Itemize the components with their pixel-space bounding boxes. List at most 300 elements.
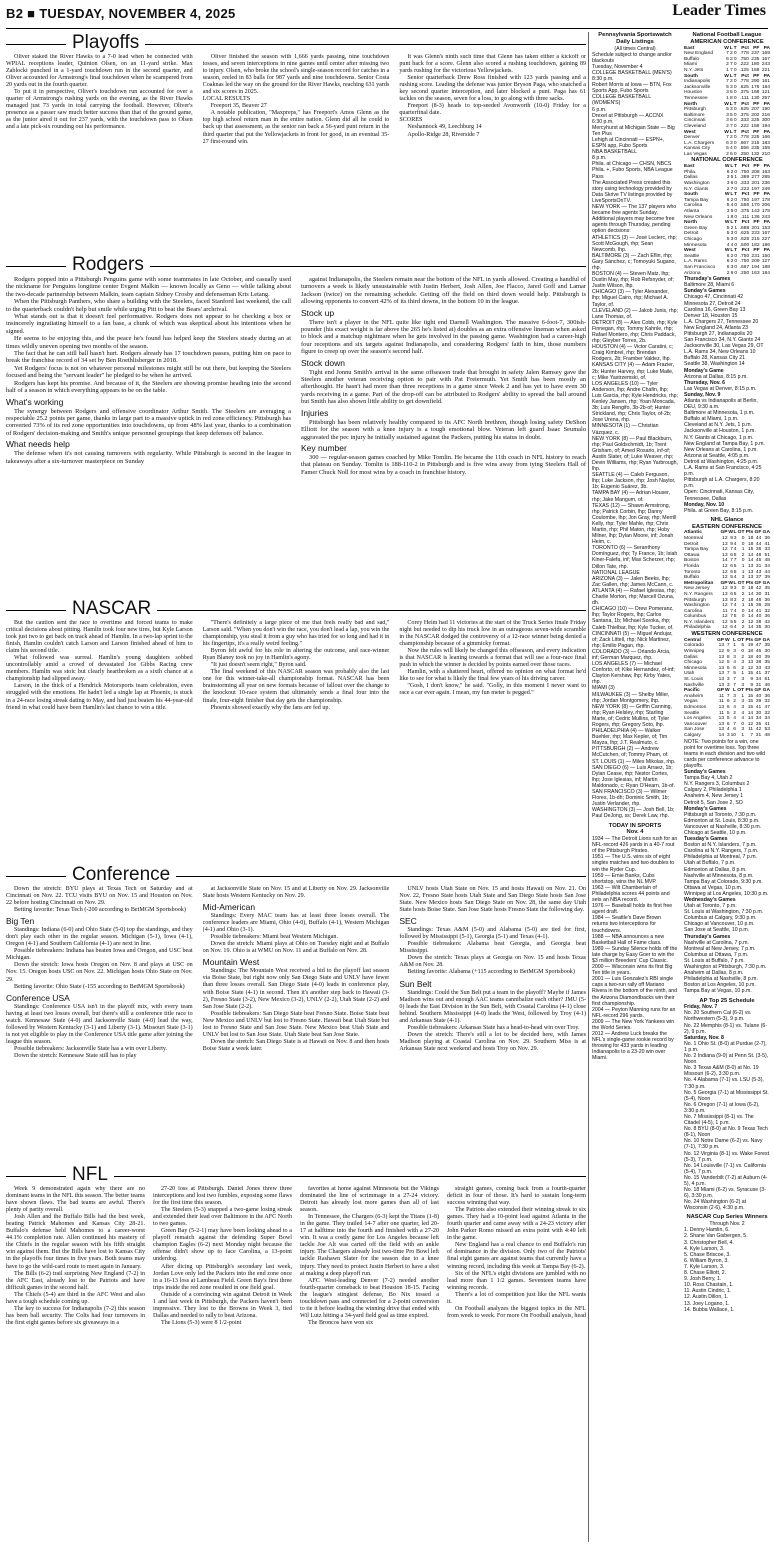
table-cell: 257: [761, 95, 770, 101]
schedule-heading: Thursday, Nov. 6: [684, 379, 726, 386]
conference-section: [6, 864, 586, 1160]
paragraph: Green Bay (5-2-1) may have been looking ahead to a playoff rematch against the defending Super Bowl champion Eagles (6-2) next Monday night because the offense didn't show up to face Carolina, a 13-point underdog.: [153, 1228, 292, 1263]
table-cell: 0: [734, 169, 738, 175]
table-cell: 4: [741, 710, 745, 716]
table-cell: 2: [741, 597, 745, 603]
schedule-line: San Jose at Seattle, 10 p.m.: [684, 927, 750, 934]
table-cell: 51: [764, 677, 770, 683]
table-cell: 0: [733, 146, 737, 152]
listing-line: 6:30 p.m.: [592, 118, 614, 125]
table-cell: N.Y. Jets: [684, 67, 704, 73]
schedule-line: New England 24, Atlanta 23: [684, 324, 749, 331]
table-cell: 168: [751, 90, 760, 96]
paragraph: straight games, coming back from a fourth-quarter deficit in four of those. It's hard to sustain long-term success winning that way.: [447, 1186, 586, 1207]
table-cell: 7: [733, 682, 737, 688]
table-cell: 40: [755, 693, 762, 699]
table-cell: .222: [739, 123, 749, 129]
paragraph: favorites at home against Minnesota but the Vikings dominated the line of scrimmage in a 27-24 victory. Detroit has already lost more games than all of last season.: [300, 1186, 439, 1214]
table-cell: 121: [761, 90, 770, 96]
table-cell: 15: [747, 671, 754, 677]
schedule-line: Utah at Toronto, 7 p.m.: [684, 903, 737, 910]
table-cell: 9: [730, 535, 733, 541]
table-cell: .688: [739, 225, 750, 231]
paragraph: "Gosh, I don't know," he said. "Golly, in this moment I never want to race a car ever again. I mean, my fun meter is pegged.": [399, 683, 586, 697]
paragraph: The Broncos have won six: [308, 1319, 373, 1326]
table-cell: 9: [726, 649, 730, 655]
column-header: W: [724, 101, 729, 107]
column-header: PA: [763, 73, 770, 79]
listing-line: ST. LOUIS (1) — Miles Mikolas, rhp.: [592, 758, 676, 765]
listing-line: ATLANTA (4) — Rafael Iglesias, rhp; Charlie Morton, rhp; Marcell Ozuna, dh.: [592, 587, 676, 607]
ap-title: AP Top 25 Schedule: [699, 997, 755, 1004]
table-cell: 159: [761, 146, 770, 152]
column-header: PA: [763, 45, 770, 51]
page-header: [6, 4, 768, 29]
table-cell: 15: [747, 603, 754, 609]
table-row: [684, 107, 770, 113]
schedule-line: Jacksonville 30, Las Vegas 29, OT: [684, 343, 764, 350]
table-cell: 13: [718, 671, 725, 677]
subhead: Sun Belt: [399, 978, 432, 989]
table-row: [684, 705, 770, 711]
table-cell: 130: [751, 95, 760, 101]
table-cell: 5: [726, 203, 730, 209]
column-header: W: [724, 164, 730, 170]
playoffs-section: [6, 32, 586, 250]
schedule-line: Nashville at Minnesota, 8 p.m.: [684, 872, 754, 879]
table-cell: 168: [751, 67, 760, 73]
table-cell: 10: [730, 732, 737, 738]
paragraph: Hamlin, with a shattered heart, offered no opinion on what format he'd like to see for what is likely the final few years of his driving career.: [399, 669, 586, 683]
table-cell: 5: [726, 716, 730, 722]
listing-line: SAN DIEGO (6) — Luis Arraez, 1b; Dylan Cease, rhp; Nestor Cortes, lhp; Jose Iglesias, inf; Martin Maldonado, c; Ryan O'Hearn, 1b-of.: [592, 764, 675, 789]
listing-line: CINCINNATI (5) — Miguel Andujar, of; Zack Littell, rhp; Nick Martinez, rhp; Emilio Pagan, rhp.: [592, 630, 673, 649]
table-row: [684, 649, 770, 655]
table-cell: 1: [741, 671, 745, 677]
table-cell: Washington: [684, 181, 710, 187]
column-header: T: [734, 220, 738, 226]
table-cell: Chicago: [684, 660, 702, 666]
column-header: GP: [720, 580, 728, 586]
schedule-line: Pittsburgh at Toronto, 7:30 p.m.: [684, 811, 757, 818]
schedule-line: Edmonton at St. Louis, 8:30 p.m.: [684, 817, 760, 824]
table-cell: 35: [755, 547, 762, 553]
table-cell: 12: [747, 721, 754, 727]
article-column: [447, 1186, 586, 1327]
table-cell: Ottawa: [684, 552, 700, 558]
paragraph: "It just doesn't seem right," Byron said.: [210, 662, 307, 669]
table-cell: 12: [722, 586, 728, 592]
table-cell: 0: [733, 118, 737, 124]
paragraph: Down the stretch: San Diego State is at Hawaii on Nov. 8 and then hosts Boise State a week later.: [202, 1038, 390, 1052]
table-cell: 6: [730, 270, 734, 276]
table-row: [684, 536, 770, 542]
table-cell: 32: [764, 699, 770, 705]
table-cell: 5: [726, 146, 729, 152]
table-cell: .111: [740, 95, 749, 101]
subhead: Conference USA: [6, 992, 70, 1003]
table-cell: 5: [730, 575, 733, 581]
paragraph: On Football analyzes the biggest topics in the NFL from week to week. For more On Football analysis, head: [447, 1305, 586, 1319]
paragraph: Standings: Conference USA isn't in the playoff mix, with every team having at least two losses overall, but there's still a conference title race to watch. Kennesaw State (4-0) and Jacksonville State (4-0) lead the way, followed by Western Kentucky (3-1) and Liberty (3-1). Missouri State (3-1) is not yet eligible to play in the Conference USA title game after joining the league this season.: [6, 1003, 193, 1045]
listing-line: NEW YORK (8) — Paul Blackburn, rhp; Paul Goldschmidt, 1b; Trent Grisham, of; Amed Rosario, inf-of; Austin Slater, of; Luke Weaver, rhp; Devin Williams, rhp; Ryan Yarbrough, lhp.: [592, 435, 678, 473]
listing-line: HOUSTON (4) — Victor Caratini, c; Craig Kimbrel, rhp; Brendan Rodgers, 2b; Framber Valdez, lhp.: [592, 344, 674, 363]
table-cell: 14: [747, 625, 754, 631]
listings-subtitle: Daily Listings: [616, 38, 654, 45]
column-header: W: [724, 637, 730, 643]
table-cell: 12: [722, 614, 728, 620]
table-cell: 12: [718, 649, 725, 655]
table-cell: 40: [755, 654, 762, 660]
table-cell: 13: [718, 705, 725, 710]
table-cell: 3: [733, 586, 737, 592]
column-header: GA: [762, 688, 770, 694]
column-header: OT: [737, 637, 745, 643]
paragraph: "There's definitely a large piece of me that feels really bad and sad," Larson said. "When you don't win the race, you don't lead a lap, you win the championship, you steal it from a guy who has tried for so long and had it in his fingertips, it's a really weird feeling.": [202, 620, 390, 648]
column-header: L: [733, 688, 737, 694]
agate-column: [684, 32, 770, 1544]
paragraph: Standings: The Mountain West received a bid to the playoff last season via Boise State, but right now only San Diego State and UNLV have fewer than three losses overall. San Diego State (4-0) leads in conference play, with Boise State (4-1) in second. Then it's another step back to Hawaii (3-2), Fresno State (3-2), New Mexico (3-2), UNLV (2-2), Utah State (2-2) and San Jose State (2-2).: [202, 968, 390, 1010]
table-cell: 7: [726, 79, 729, 85]
table-cell: Indianapolis: [684, 79, 711, 85]
listing-line: LOS ANGELES (10) — Tyler Anderson, lhp; Andre Chafin, lhp; Luis Garcia, rhp; Kyle Hendricks, rhp; Kenley Jansen, rhp; Yoan Moncada, 3b; Luis Rengifo, 3b-2b-of; Hunter Strickland, rhp; Chris Taylor, of-2b; Jose Urena, rhp.: [592, 380, 678, 424]
table-cell: 47: [764, 705, 770, 710]
article-column: [203, 886, 390, 1060]
table-cell: 5: [733, 563, 737, 569]
table-cell: 36: [764, 693, 770, 699]
column-header: GF: [754, 580, 762, 586]
table-cell: Seattle: [684, 710, 700, 716]
table-row: [684, 79, 770, 85]
paragraph: 300 — regular-season games coached by Mike Tomlin. He became the 11th coach in NFL history to reach that plateau on Sunday. Tomlin is 188-110-2 in Pittsburgh and is five wins away from tying Steelers Hall of Famer Chuck Noll for most wins by a coach in franchise history.: [301, 453, 586, 476]
table-cell: 35: [764, 660, 770, 666]
table-cell: 36: [764, 614, 770, 620]
table-cell: 11: [748, 727, 754, 733]
column-header: W: [724, 688, 730, 694]
paragraph: But the caution sent the race to overtime and forced teams to make critical decisions about pitting. Hamlin took four new tires, but Kyle Larson took just two to get back on track ahead of Hamlin. In a two-lap sprint to the finish, Hamlin couldn't catch Larson and Larson finished ahead of him to claim his second title.: [6, 620, 193, 655]
cup-winner: 7. Kyle Larson, 3.: [684, 1263, 725, 1270]
table-cell: 1: [734, 225, 738, 231]
table-cell: 5: [730, 112, 733, 118]
table-cell: 18: [747, 535, 754, 541]
schedule-line: Chicago 47, Cincinnati 42: [684, 294, 744, 301]
table-cell: 42: [755, 727, 762, 733]
table-cell: 13: [718, 727, 725, 733]
table-cell: 5: [733, 569, 737, 575]
cup-winners: [684, 1227, 770, 1312]
table-cell: 209: [751, 259, 760, 265]
history-item: 1984 — Seattle's Dave Brown returns two interceptions for touchdowns.: [592, 915, 662, 934]
listing-line: Lehigh at Cincinnati — ESPN+, ESPN app, Fubo Sports: [592, 137, 665, 150]
table-cell: 3: [726, 175, 730, 181]
schedule-line: Jacksonville at Houston, 1 p.m.: [684, 428, 756, 435]
table-cell: 0: [733, 140, 737, 146]
column-header: W: [724, 192, 730, 198]
listing-line: DETROIT (8) — Alex Cobb, rhp; Kyle Finnegan, rhp; Tommy Kahnle, rhp; Rafael Montero, rhp; Chris Paddack, rhp; Gleyber Torres, 2b.: [592, 319, 678, 345]
table-cell: 2: [730, 56, 733, 62]
table-cell: 42: [755, 586, 762, 592]
table-cell: 3: [730, 236, 734, 242]
table-cell: 136: [751, 214, 760, 220]
table-cell: 18: [747, 597, 754, 603]
table-cell: 44: [755, 535, 762, 541]
listing-line: Tuesday, November 4: [592, 63, 643, 70]
table-cell: .750: [739, 253, 750, 259]
table-cell: Cleveland: [684, 123, 706, 129]
table-cell: 14: [718, 732, 725, 738]
table-cell: 4: [726, 242, 730, 248]
subhead: SCORES: [399, 117, 423, 124]
column-header: PA: [763, 101, 770, 107]
paragraph: Phoenix showed exactly why the fans are fed up.: [210, 704, 330, 711]
subhead: Stock up: [301, 307, 335, 318]
history-item: 1959 — Ernie Banks, Cubs shortstop, wins the NL MVP.: [592, 872, 657, 885]
table-cell: 42: [764, 619, 770, 625]
table-cell: Miami: [684, 62, 698, 68]
paragraph: AFC West-leading Denver (7-2) needed another fourth-quarter comeback to beat Houston 18-15. Facing the league's stingiest defense, Bo Nix tossed a touchdown pass and connected for a 2-point conversion to tie it before leading the winning drive that ended with Wil Lutz hitting a 34-yard field goal as time expired.: [300, 1277, 439, 1319]
column-header: North: [684, 220, 698, 226]
table-cell: 0: [734, 253, 738, 259]
table-cell: 43: [764, 665, 770, 671]
table-cell: Buffalo: [684, 575, 700, 581]
table-cell: 2: [726, 123, 729, 129]
table-cell: 30: [764, 649, 770, 655]
table-cell: 0: [741, 608, 745, 614]
schedule-line: No. 5 Georgia (7-1) at Mississippi St. (5-4), Noon: [684, 1089, 769, 1102]
listing-line: Robert Morris at Iowa — BTN, Fox Sports App, Fubo Sports: [592, 82, 672, 95]
table-cell: New England: [684, 51, 714, 57]
subhead: What needs help: [6, 439, 70, 450]
table-cell: Colorado: [684, 643, 704, 649]
table-cell: 5: [730, 90, 733, 96]
paragraph: Outside of a convincing win against Detroit in Week 1 and last week in Pittsburgh, the Packers haven't been impressive. They lost to the Browns in Week 3, tied Dallas and needed to rally to beat Arizona.: [153, 1291, 292, 1319]
table-cell: 0: [734, 197, 738, 203]
paragraph: Week 9 demonstrated again why there are no dominant teams in the NFL this season. The better teams have shown flaws. The bad teams are awful. There's plenty of parity overall.: [6, 1186, 145, 1214]
table-cell: 215: [751, 236, 760, 242]
table-row: [684, 237, 770, 243]
article-column: [6, 1186, 145, 1327]
table-cell: 1: [741, 547, 745, 553]
paragraph: Freeport (8-3) heads to top-seeded Avonworth (10-0) Friday for a quarterfinal date.: [399, 103, 586, 117]
table-cell: 18: [747, 649, 754, 655]
article-column: [203, 54, 390, 146]
schedule-line: Montreal at New Jersey, 7 p.m.: [684, 945, 756, 952]
table-cell: Jacksonville: [684, 84, 711, 90]
table-row: [684, 96, 770, 102]
schedule-line: No. 1 Ohio St. (8-0) at Purdue (2-7), 1 p.m.: [684, 1040, 767, 1053]
table-cell: 5: [726, 225, 730, 231]
table-cell: 6: [730, 569, 733, 575]
column-header: Pct: [741, 192, 750, 198]
table-row: [684, 68, 770, 74]
cup-winner: 2. Shane Van Gisbergen, 5.: [684, 1233, 748, 1240]
table-cell: 30: [755, 591, 762, 597]
table-cell: Nashville: [684, 682, 704, 688]
table-cell: 207: [751, 107, 760, 113]
history-item: 1976 — Baseball holds its first free agent draft.: [592, 903, 673, 916]
table-cell: N.Y. Rangers: [684, 591, 713, 597]
paragraph: The Chiefs (5-4) are third in the AFC West and also have a tough schedule coming up.: [6, 1291, 145, 1305]
table-cell: 33: [755, 665, 762, 671]
table-cell: 18: [747, 654, 754, 660]
table-cell: 190: [761, 107, 770, 113]
table-cell: 4: [733, 608, 737, 614]
table-cell: 11: [722, 608, 728, 614]
listing-line: 8:30 p.m.: [592, 76, 614, 83]
table-cell: 231: [751, 253, 760, 259]
listing-line: NEW YORK (8) — Griffin Canning, rhp; Ryan Helsley, rhp; Starling Marte, of; Cedric Mullins, of; Tyler Rogers, rhp; Gregory Soto, lhp.: [592, 703, 672, 728]
table-cell: 15: [747, 699, 754, 705]
paragraph: Oliver staked the River Hawks to a 7-0 lead when he connected with WPIAL receptions leader, Quinton Olsen, on an 11-yard strike. Max Zablocki punched in a 1-yard touchdown run in the second quarter, and Oliver accounted for Armstrong's final touchdown when he scampered from 20 yards out in the fourth quarter.: [6, 54, 193, 89]
column-header: PF: [753, 164, 760, 170]
schedule-heading: Wednesday's Games: [684, 897, 736, 903]
table-cell: 158: [751, 123, 760, 129]
table-cell: 1: [726, 214, 730, 220]
agate-sidebar: [592, 32, 770, 1544]
table-cell: .750: [739, 56, 749, 62]
table-cell: 4: [730, 203, 734, 209]
table-cell: 35: [764, 586, 770, 592]
table-cell: 0: [733, 62, 737, 68]
table-cell: 0: [734, 259, 738, 265]
table-row: [684, 135, 770, 141]
table-cell: 19: [747, 643, 754, 649]
column-header: GF: [754, 688, 762, 694]
column-header: T: [733, 73, 737, 79]
schedule-heading: Monday, Nov. 10: [684, 501, 725, 508]
table-cell: 7: [730, 603, 733, 609]
column-header: W: [728, 580, 733, 586]
table-cell: 13: [722, 552, 728, 558]
history-item: 2001 — Luis Gonzalez's RBI single caps a two-run rally off Mariano Rivera in the bottom of the ninth, and the Arizona Diamondbacks win their first championship.: [592, 976, 678, 1007]
column-header: W: [724, 45, 729, 51]
schedule-line: Baltimore 28, Miami 6: [684, 282, 735, 289]
table-cell: San Francisco: [684, 264, 716, 270]
table-cell: 0: [734, 231, 738, 237]
schedule-line: Edmonton at Dallas, 8 p.m.: [684, 866, 747, 873]
paragraph: Oliver finished the season with 1,666 yards passing, nine touchdown tosses, and seven interceptions in nine games until center after missing two to injury. Olsen, who broke the school's single-season record for catches in a season, reeled in 83 balls for 987 yards and nine touchdowns. Senior Costa Coaknas led the way on the ground for the River Hawks, reaching 631 yards and six scores in 2025.: [202, 54, 390, 96]
table-cell: 4: [733, 547, 737, 553]
result-line: Freeport 35, Beaver 27: [210, 103, 267, 110]
table-cell: .625: [739, 107, 749, 113]
table-cell: 3: [741, 575, 745, 581]
column-header: GF: [754, 637, 762, 643]
table-cell: .750: [739, 259, 750, 265]
table-cell: 14: [747, 710, 754, 716]
table-cell: 2: [741, 591, 745, 597]
listing-line: LOS ANGELES (7) — Michael Conforto, of; Kike Hernandez, of-inf; Clayton Kershaw, lhp; Kirby Yates, rhp.: [592, 661, 675, 686]
table-cell: 3: [726, 209, 730, 215]
table-cell: 35: [755, 721, 762, 727]
column-header: W: [724, 73, 729, 79]
paragraph: The Patriots also extended their winning streak to six games. They had a 10-point lead against Atlanta in the fourth quarter and came away with a 24-23 victory after John Parker Romo missed an extra point with 4:40 left in the game.: [447, 1207, 586, 1242]
cup-winner: 14. Bubba Wallace, 1.: [684, 1306, 735, 1313]
paragraph: A notable publication, "Maxpreps," has Freeport's Amos Glenn as the top high school return man in the entire nation. Glenn did all he could to back up that assessment, as the senior ran back a 56-yard punt return in the third quarter that put the Yellowjackets in front for good, in an eventual 35-27 first-round win.: [202, 110, 390, 145]
table-cell: 3: [730, 231, 734, 237]
table-cell: 7: [733, 558, 737, 564]
subhead: Stock down: [301, 357, 345, 368]
table-cell: Minnesota: [684, 242, 707, 248]
table-cell: 0: [741, 649, 745, 655]
schedule-line: No. 8 BYU (8-0) at No. 9 Texas Tech (8-1), Noon: [684, 1126, 768, 1139]
table-cell: 40: [755, 614, 762, 620]
listing-line: COLLEGE BASKETBALL (WOMEN'S): [592, 94, 651, 107]
table-cell: 47: [755, 643, 762, 649]
column-header: Pct: [741, 73, 749, 79]
table-cell: 13: [718, 665, 725, 671]
cup-winner: 1. Denny Hamlin, 6.: [684, 1227, 730, 1234]
table-cell: Baltimore: [684, 112, 705, 118]
table-cell: 0: [741, 541, 745, 547]
table-cell: 7: [733, 721, 737, 727]
history-item: 1963 — Wilt Chamberlain of Philadelphia scores 44 points and sets an NBA record.: [592, 884, 670, 904]
table-row: [684, 733, 770, 739]
column-header: Pts: [745, 580, 754, 586]
table-cell: 44: [755, 541, 762, 547]
table-cell: 53: [764, 727, 770, 733]
table-row: [684, 51, 770, 57]
table-cell: 5: [726, 665, 730, 671]
subhead: Mountain West: [202, 957, 260, 968]
table-cell: 176: [751, 84, 760, 90]
paragraph: The synergy between Rodgers and offensive coordinator Arthur Smith. The Steelers are averaging a respectable 25.2 points per game, thanks in large part to a massive uptick in red zone efficiency. Pittsburgh has converted 73% of its red zone opportunities into touchdowns, up from 48% last year, thanks to a combination of Rodgers' decision-making and Smith's unique personnel groupings that keep defenses off balance.: [6, 407, 291, 437]
nhl-schedule: [684, 769, 770, 994]
table-cell: 30: [764, 625, 770, 631]
schedule-line: Boston at N.Y. Islanders, 7 p.m.: [684, 842, 757, 849]
table-cell: 194: [751, 264, 760, 270]
table-cell: 7: [730, 186, 734, 192]
table-cell: 28: [764, 603, 770, 609]
column-header: L: [729, 129, 733, 135]
table-cell: 4: [733, 660, 737, 666]
schedule-line: Cleveland at N.Y. Jets, 1 p.m.: [684, 422, 752, 429]
table-cell: St. Louis: [684, 677, 704, 683]
schedule-line: Columbus at Ottawa, 7 p.m.: [684, 951, 749, 958]
table-cell: 18: [747, 541, 754, 547]
table-cell: 33: [764, 547, 770, 553]
schedule-line: Open: Cincinnati, Kansas City, Tennessee, Dallas: [684, 489, 754, 502]
table-cell: 201: [751, 181, 760, 187]
paragraph: Six of the NFL's eight divisions are jumbled with no lead more than 1 1/2 games. Seventeen teams have winning records.: [447, 1270, 586, 1291]
listing-line: Mercyhurst at Michigan State — Big Ten Plus: [592, 124, 675, 137]
table-cell: 3: [730, 264, 734, 270]
schedule-line: Pittsburgh 27, Indianapolis 20: [684, 330, 753, 337]
table-cell: 0: [733, 51, 737, 57]
paragraph: Down the stretch: Kennesaw State still has to play: [14, 1052, 137, 1059]
table-cell: 8: [730, 95, 733, 101]
table-cell: 4: [726, 727, 730, 733]
paragraph: In Tennessee, the Chargers (6-3) kept the Titans (1-8) in the game. They trailed 14-7 after one quarter, led 20-17 at halftime into the fourth and finished with a 27-20 win. It was a costly game for Los Angeles because left tackle Joe Alt was carted off the field with an ankle injury. The Chargers already lost two-time Pro Bowl left tackle Rashawn Slater for the season due to a knee injury. They need to protect Justin Herbert to have a shot at making a deep playoff run.: [300, 1214, 439, 1277]
table-cell: 4: [733, 625, 737, 631]
table-cell: .333: [739, 118, 749, 124]
schedule-line: L.A. Rams 34, New Orleans 10: [684, 349, 756, 356]
table-cell: 12: [722, 619, 728, 625]
table-cell: 6: [726, 259, 730, 265]
column-header: PF: [753, 248, 760, 254]
schedule-heading: Sunday, Nov. 9: [684, 391, 721, 398]
cup-winner: 11. Austin Cindric, 1.: [684, 1288, 732, 1295]
table-cell: 13: [747, 575, 754, 581]
table-cell: 8: [726, 654, 730, 660]
paragraph: Now the rules will likely be changed this offseason, and every indication is that NASCAR is leaning towards a format that will use a four-race final push in which the winner is decided by points earned over those races.: [399, 648, 586, 669]
column-header: L: [729, 73, 733, 79]
table-cell: 13: [718, 682, 725, 688]
table-cell: 14: [747, 552, 754, 558]
article-column: [203, 620, 390, 712]
paragraph: There isn't a player in the NFL quite like tight end Darnell Washington. The massive 6-foot-7, 300ish-pounder (his exact weight is far above the 265 he's listed at) doubles as an extra offensive lineman when asked to block and a matchup nightmare when he gets involved in the passing game. Washington had a career-high four receptions and six targets against Indianapolis, and considering Rodgers' faith in him, those numbers figure to creep up over the season's second half.: [301, 318, 586, 356]
table-cell: 0: [733, 56, 737, 62]
subhead: What's working: [6, 396, 64, 407]
